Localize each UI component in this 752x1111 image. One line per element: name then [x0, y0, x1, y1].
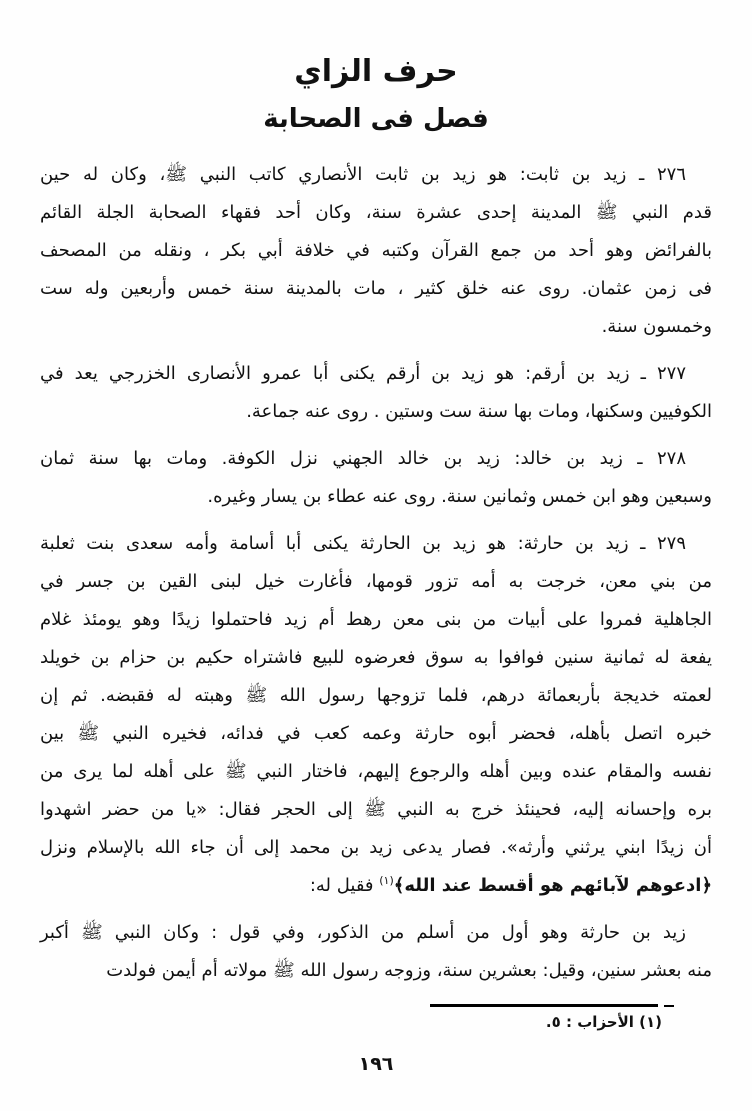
text-line: الجاهلية فمروا على أبيات من بنى معن رهط أم زيد فاحتملوا زيدًا وهو يومئذ غلام — [40, 609, 712, 630]
text-line: قدم النبي ﷺ المدينة إحدى عشرة سنة، وكان أحد فقهاء الصحابة الجلة القائم — [40, 202, 712, 223]
footnote-separator — [430, 1004, 658, 1007]
text-line: الكوفيين وسكنها، ومات بها سنة ست وستين . روى عنه جماعة. — [246, 401, 712, 422]
text-line: بره وإحسانه إليه، فحينئذ خرج به النبي ﷺ إلى الحجر فقال: «يا من حضر اشهدوا — [40, 799, 712, 820]
text-line: خبره اتصل بأهله، فحضر أبوه حارثة وعمه كعب في فدائه، فخيره النبي ﷺ بين — [40, 723, 712, 744]
paragraph — [40, 440, 712, 516]
text-line: منه بعشر سنين، وقيل: بعشرين سنة، وزوجه رسول الله ﷺ مولاته أم أيمن فولدت — [106, 960, 712, 981]
text-line: من بني معن، خرجت به أمه تزور قومها، فأغارت خيل لبنى القين بن جسر في — [40, 571, 712, 592]
section-title: فصل فى الصحابة — [263, 104, 489, 134]
text-line: ٢٧٨ ـ زيد بن خالد: زيد بن خالد الجهني نزل الكوفة. ومات بها سنة ثمان — [40, 448, 686, 469]
text-line: ٢٧٩ ـ زيد بن حارثة: هو زيد بن الحارثة يكنى أبا أسامة وأمه سعدى بنت ثعلبة — [40, 533, 686, 554]
paragraph — [40, 525, 712, 905]
text-segment: فقيل له: — [309, 875, 380, 896]
text-line — [40, 867, 712, 905]
text-line: نفسه والمقام عنده وبين أهله والرجوع إليهم، فاختار النبي ﷺ على أهله لما يرى من — [40, 761, 712, 782]
text-line: ٢٧٦ ـ زيد بن ثابت: هو زيد بن ثابت الأنصاري كاتب النبي ﷺ، وكان له حين — [40, 164, 686, 185]
footnote-marker: (١) — [379, 874, 394, 887]
paragraph — [40, 156, 712, 346]
page-number: ١٩٦ — [358, 1053, 394, 1075]
text-line: لعمته خديجة بأربعمائة درهم، فلما تزوجها رسول الله ﷺ وهبته له فقبضه. ثم إن — [40, 685, 712, 706]
text-line: وسبعين وهو ابن خمس وثمانين سنة. روى عنه عطاء بن يسار وغيره. — [207, 486, 712, 507]
paragraph — [40, 355, 712, 431]
text-line: يفعة له ثمانية سنين فوافوا به سوق فعرضوه للبيع فاشتراه حكيم بن حزام بن خويلد — [40, 647, 712, 668]
footnote-separator-dash — [664, 1005, 674, 1007]
footnote: (١) الأحزاب : ٥. — [545, 1013, 662, 1031]
chapter-title: حرف الزاي — [294, 54, 458, 89]
paragraph — [40, 914, 712, 990]
text-line: بالفرائض وهو أحد من جمع القرآن وكتبه في خلافة أبي بكر ، ونقله من المصحف — [40, 240, 712, 261]
text-line: أن زيدًا ابني يرثني وأرثه». فصار يدعى زيد بن محمد إلى أن جاء الله بالإسلام ونزل — [40, 837, 712, 858]
text-line: ٢٧٧ ـ زيد بن أرقم: هو زيد بن أرقم يكنى أبا عمرو الأنصارى الخزرجي يعد في — [40, 363, 686, 384]
body-text — [0, 156, 752, 990]
quran-quote: ﴿ادعوهم لآبائهم هو أقسط عند الله﴾ — [393, 875, 712, 896]
text-line: فى زمن عثمان. روى عنه خلق كثير ، مات بالمدينة سنة خمس وأربعين وله ست — [40, 278, 712, 299]
text-line: وخمسون سنة. — [601, 316, 712, 337]
text-line: زيد بن حارثة وهو أول من أسلم من الذكور، وفي قول : وكان النبي ﷺ أكبر — [40, 922, 686, 943]
